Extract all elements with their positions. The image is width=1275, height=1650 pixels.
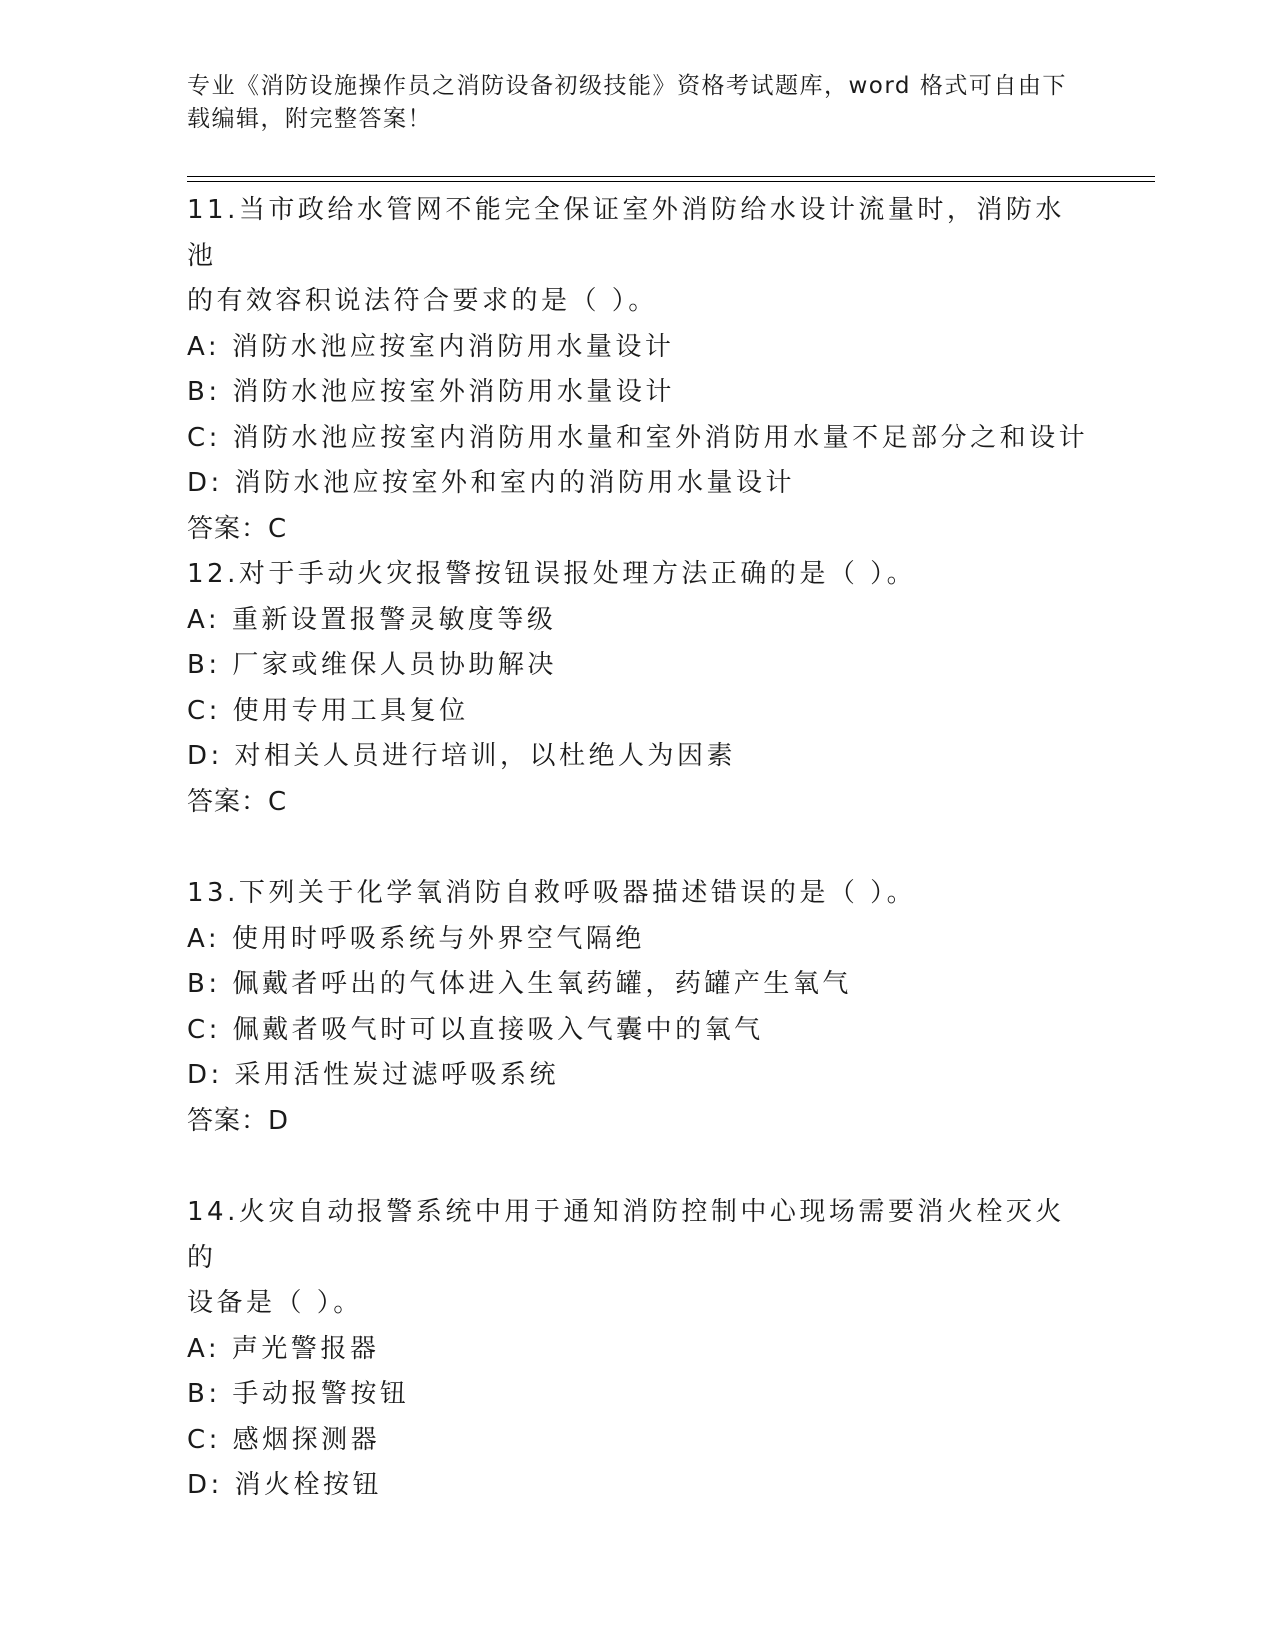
question-stem-line: 11.当市政给水管网不能完全保证室外消防给水设计流量时，消防水池 <box>187 195 1065 271</box>
option-d: D: 消火栓按钮 <box>187 1470 383 1500</box>
option-a: A: 使用时呼吸系统与外界空气隔绝 <box>187 923 645 954</box>
question-stem-line: 13.下列关于化学氧消防自救呼吸器描述错误的是（ ）。 <box>187 878 917 908</box>
question-13 <box>187 871 1087 1144</box>
option-a: A: 声光警报器 <box>187 1333 380 1364</box>
question-14 <box>187 1190 1087 1509</box>
answer: 答案：D <box>187 1105 290 1136</box>
question-11 <box>187 188 1087 552</box>
option-d: D: 对相关人员进行培训，以杜绝人为因素 <box>187 741 737 771</box>
question-stem-line: 设备是（ ）。 <box>187 1288 363 1318</box>
question-stem-line: 12.对于手动火灾报警按钮误报处理方法正确的是（ ）。 <box>187 559 917 589</box>
question-stem-line: 的有效容积说法符合要求的是（ ）。 <box>187 286 658 316</box>
option-c: C: 消防水池应按室内消防用水量和室外消防用水量不足部分之和设计 <box>187 422 1089 453</box>
option-b: B: 消防水池应按室外消防用水量设计 <box>187 377 675 407</box>
header-divider-top <box>187 176 1155 177</box>
option-c: C: 感烟探测器 <box>187 1424 381 1455</box>
answer: 答案：C <box>187 786 288 817</box>
document-header <box>187 70 1067 136</box>
option-a: A: 重新设置报警灵敏度等级 <box>187 604 557 635</box>
header-text-line-1: 专业《消防设施操作员之消防设备初级技能》资格考试题库，word 格式可自由下 <box>187 73 1067 99</box>
option-b: B: 佩戴者呼出的气体进入生氧药罐，药罐产生氧气 <box>187 969 852 999</box>
answer: 答案：C <box>187 513 288 544</box>
question-stem-line: 14.火灾自动报警系统中用于通知消防控制中心现场需要消火栓灭火的 <box>187 1197 1065 1273</box>
option-c: C: 使用专用工具复位 <box>187 695 469 726</box>
option-d: D: 采用活性炭过滤呼吸系统 <box>187 1060 560 1090</box>
question-12 <box>187 552 1087 825</box>
option-b: B: 手动报警按钮 <box>187 1379 410 1409</box>
option-a: A: 消防水池应按室内消防用水量设计 <box>187 331 675 362</box>
header-text-line-2: 载编辑，附完整答案！ <box>187 106 432 132</box>
option-b: B: 厂家或维保人员协助解决 <box>187 650 557 680</box>
header-divider-bottom <box>187 181 1155 182</box>
option-d: D: 消防水池应按室外和室内的消防用水量设计 <box>187 468 796 498</box>
option-c: C: 佩戴者吸气时可以直接吸入气囊中的氧气 <box>187 1014 764 1045</box>
